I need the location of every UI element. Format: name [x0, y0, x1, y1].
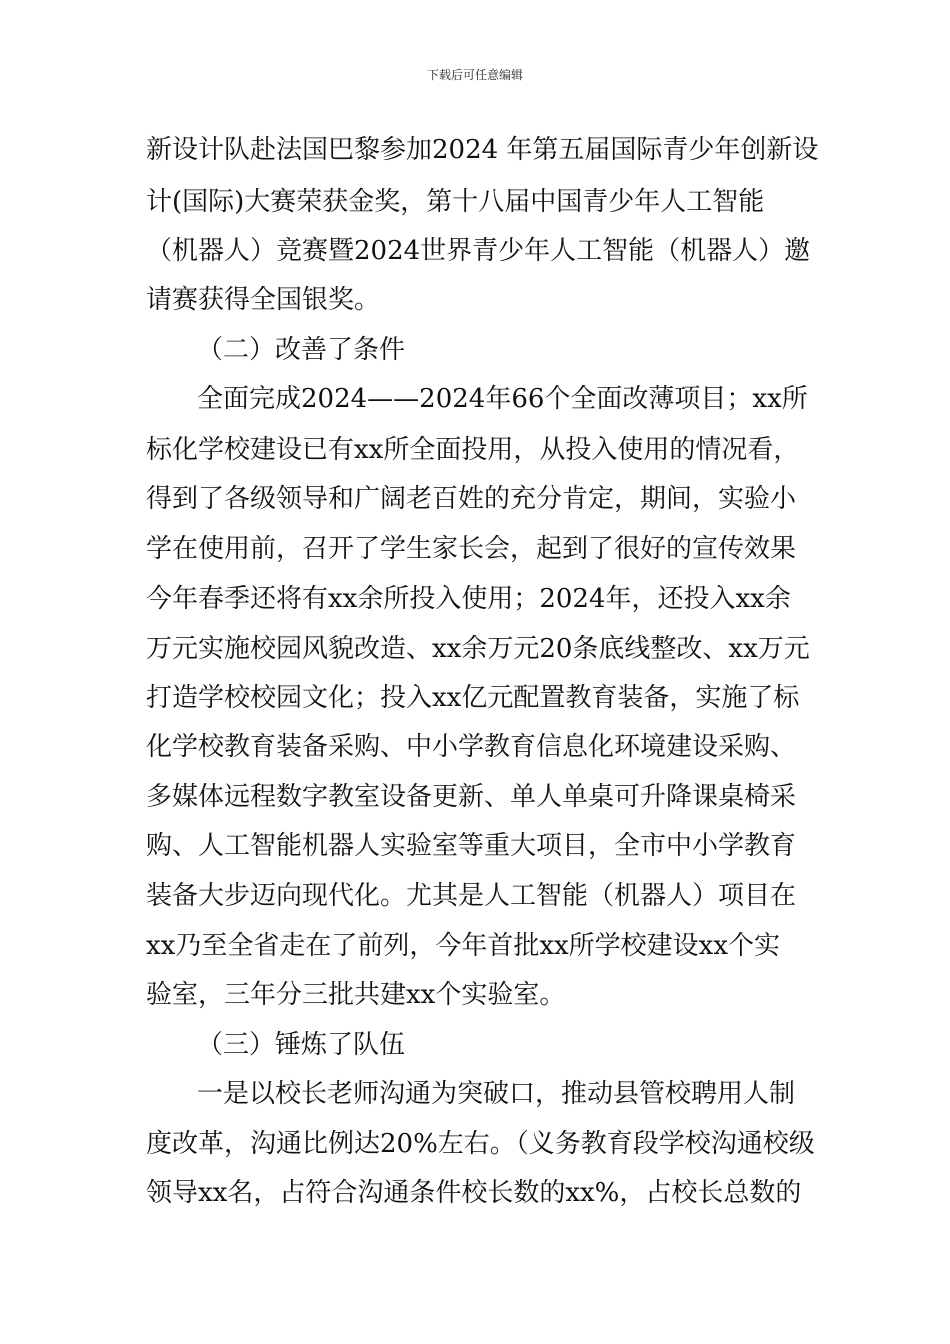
text-line: 度改革，沟通比例达20%左右。（义务教育段学校沟通校级 — [146, 1129, 815, 1159]
text-line: 请赛获得全国银奖。 — [146, 285, 381, 315]
text-line: 打造学校校园文化；投入xx亿元配置教育装备，实施了标 — [146, 683, 800, 713]
page-header-note: 下载后可任意编辑 — [426, 68, 523, 82]
text-line: 计(国际)大赛荣获金奖，第十八届中国青少年人工智能 — [146, 187, 765, 217]
text-line: 得到了各级领导和广阔老百姓的充分肯定，期间，实验小 — [146, 484, 797, 514]
paragraph-first-line: 一是以校长老师沟通为突破口，推动县管校聘用人制 — [197, 1079, 796, 1109]
text-line: 新设计队赴法国巴黎参加2024 年第五届国际青少年创新设 — [146, 135, 819, 165]
section-heading: （三）锤炼了队伍 — [197, 1030, 406, 1060]
section-heading: （二）改善了条件 — [197, 335, 406, 365]
text-line: xx乃至全省走在了前列，今年首批xx所学校建设xx个实 — [146, 931, 780, 961]
text-line: （机器人）竞赛暨2024世界青少年人工智能（机器人）邀 — [146, 236, 811, 266]
text-line: 学在使用前，召开了学生家长会，起到了很好的宣传效果 — [146, 534, 797, 564]
text-line: 标化学校建设已有xx所全面投用，从投入使用的情况看， — [146, 435, 800, 465]
text-line: 领导xx名，占符合沟通条件校长数的xx%，占校长总数的 — [146, 1178, 802, 1208]
text-line: 购、人工智能机器人实验室等重大项目，全市中小学教育 — [146, 831, 797, 861]
text-line: 多媒体远程数字教室设备更新、单人单桌可升降课桌椅采 — [146, 782, 797, 812]
text-line: 验室，三年分三批共建xx个实验室。 — [146, 980, 566, 1010]
text-line: 万元实施校园风貌改造、xx余万元20条底线整改、xx万元 — [146, 634, 810, 664]
text-line: 今年春季还将有xx余所投入使用；2024年，还投入xx余 — [146, 584, 791, 614]
text-line: 装备大步迈向现代化。尤其是人工智能（机器人）项目在 — [146, 881, 797, 911]
text-line: 化学校教育装备采购、中小学教育信息化环境建设采购、 — [146, 732, 797, 762]
paragraph-first-line: 全面完成2024——2024年66个全面改薄项目；xx所 — [197, 384, 808, 414]
